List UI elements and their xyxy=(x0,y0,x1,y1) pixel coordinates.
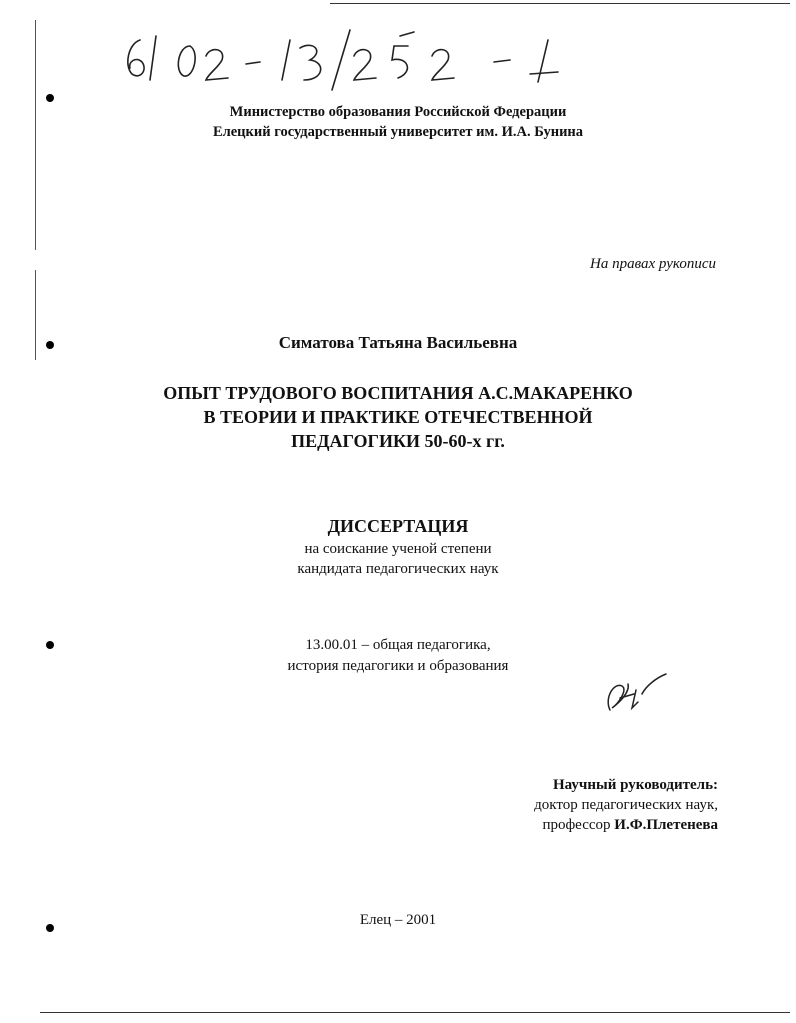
author-name: Симатова Татьяна Васильевна xyxy=(278,333,518,352)
signature xyxy=(600,668,670,718)
advisor-degree: доктор педагогических наук, xyxy=(534,797,718,813)
handwritten-code xyxy=(118,22,598,92)
advisor-rank: профессор xyxy=(542,817,611,833)
ministry-line: Министерство образования Российской Федерации xyxy=(229,104,567,120)
work-type-heading: ДИССЕРТАЦИЯ xyxy=(327,516,469,536)
advisor-rank-name xyxy=(542,817,718,834)
advisor-label: Научный руководитель: xyxy=(553,777,718,793)
advisor-name: И.Ф.Плетенева xyxy=(614,817,718,833)
rights-note: На правах рукописи xyxy=(590,256,716,272)
signature-drawing xyxy=(600,668,670,718)
work-type-line-2: кандидата педагогических наук xyxy=(297,561,499,577)
top-edge-line xyxy=(330,3,790,4)
punch-hole-1 xyxy=(46,94,54,102)
title-line-2: В ТЕОРИИ И ПРАКТИКЕ ОТЕЧЕСТВЕННОЙ xyxy=(203,407,593,427)
specialty-line-2: история педагогики и образования xyxy=(287,658,509,674)
specialty-line-1: 13.00.01 – общая педагогика, xyxy=(305,637,491,653)
title-line-3: ПЕДАГОГИКИ 50-60-х гг. xyxy=(291,431,505,451)
work-type-line-1: на соискание ученой степени xyxy=(304,541,492,557)
handwritten-code-drawing xyxy=(118,22,598,92)
bottom-edge-line xyxy=(40,1012,790,1013)
title-line-1: ОПЫТ ТРУДОВОГО ВОСПИТАНИЯ А.С.МАКАРЕНКО xyxy=(163,383,633,403)
university-line: Елецкий государственный университет им. И.А. Бунина xyxy=(212,124,584,140)
place-year: Елец – 2001 xyxy=(359,912,437,928)
